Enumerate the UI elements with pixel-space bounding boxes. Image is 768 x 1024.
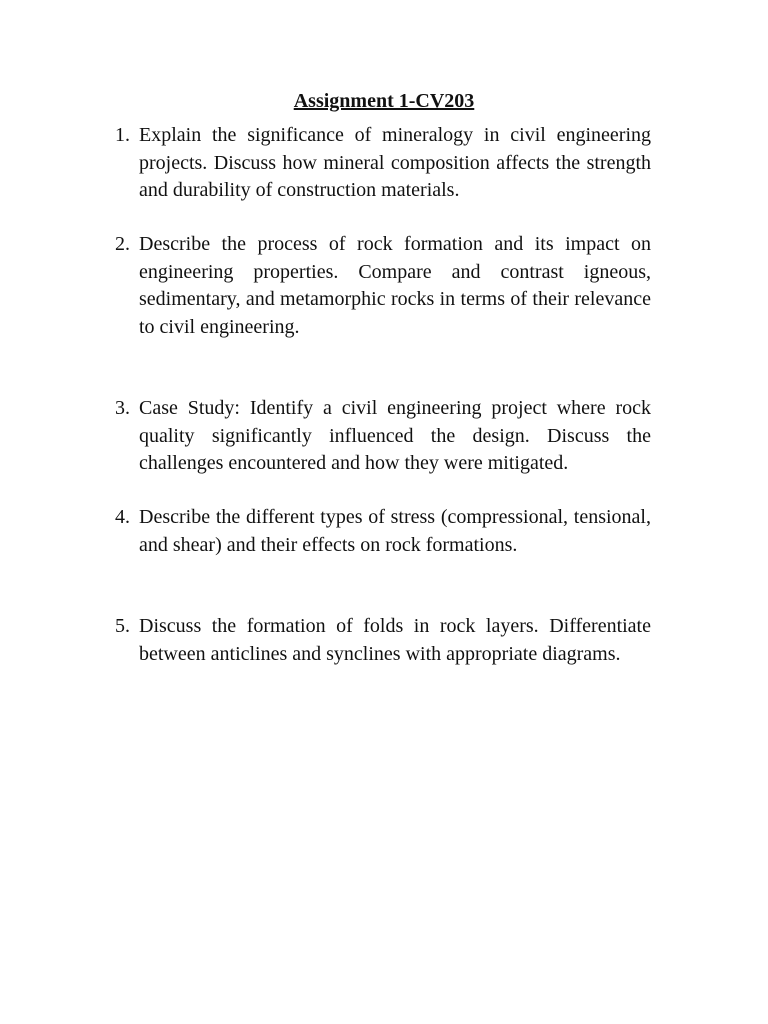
question-number: 3. xyxy=(115,397,130,419)
question-item-2 xyxy=(115,231,651,341)
question-text: Describe the different types of stress (compressional, tensional, and shear) and their effects on rock formations. xyxy=(139,506,651,556)
question-number: 2. xyxy=(115,233,130,255)
question-number: 5. xyxy=(115,615,130,637)
question-text: Describe the process of rock formation and its impact on engineering properties. Compare and contrast igneous, sedimentary, and metamorphic rocks in terms of their relevance to civil engineering. xyxy=(139,233,651,338)
document-title: Assignment 1-CV203 xyxy=(293,90,475,112)
question-item-4 xyxy=(115,504,651,559)
question-text: Case Study: Identify a civil engineering project where rock quality significantly influenced the design. Discuss the challenges encountered and how they were mitigated. xyxy=(139,397,651,474)
question-number: 1. xyxy=(115,124,130,146)
question-text: Discuss the formation of folds in rock layers. Differentiate between anticlines and synclines with appropriate diagrams. xyxy=(139,615,651,665)
question-item-3 xyxy=(115,395,651,478)
question-number: 4. xyxy=(115,506,130,528)
question-item-1 xyxy=(115,122,651,205)
question-item-5 xyxy=(115,613,651,668)
question-text: Explain the significance of mineralogy in civil engineering projects. Discuss how mineral composition affects the strength and durability of construction materials. xyxy=(139,124,651,201)
